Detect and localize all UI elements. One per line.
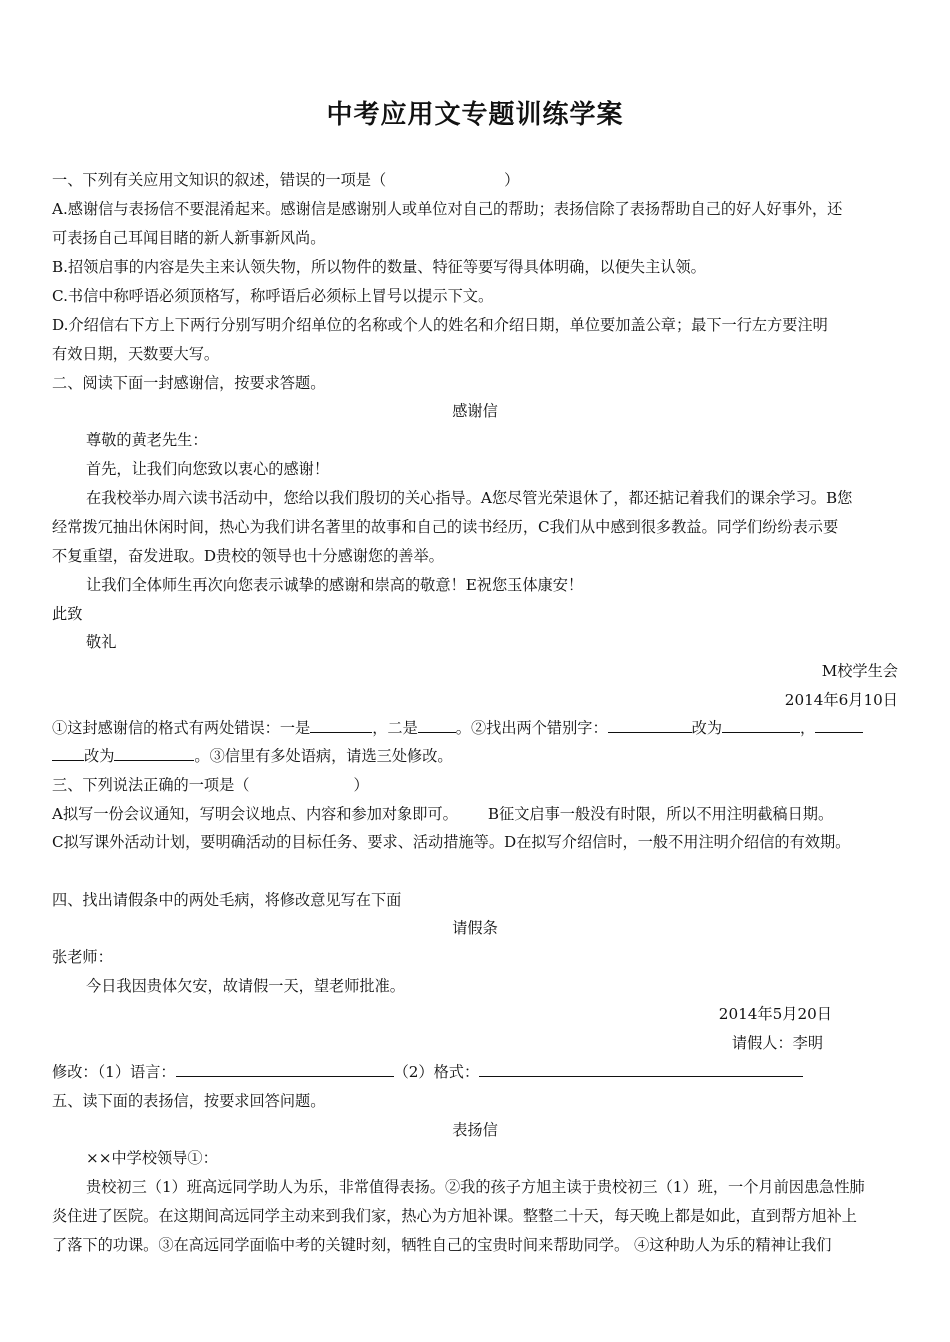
- q2-letter-title: 感谢信: [452, 402, 498, 420]
- q4-body: 今日我因贵体欠安，故请假一天，望老师批准。: [86, 977, 405, 995]
- q4-date: 2014年5月20日: [718, 1005, 832, 1023]
- q2-task-text: ，: [800, 719, 816, 737]
- q1-option-a-line1: A.感谢信与表扬信不要混淆起来。感谢信是感谢别人或单位对自己的帮助；表扬信除了表扬帮助自己的好人好事外，还: [52, 200, 843, 218]
- q2-closing-2: 敬礼: [86, 633, 117, 651]
- q1-stem-text: 一、下列有关应用文知识的叙述，错误的一项是（: [52, 171, 387, 189]
- q3-stem-text: 三、下列说法正确的一项是（: [52, 776, 250, 794]
- q2-task-text: ，二是: [372, 719, 418, 737]
- q3-stem-close: ）: [353, 776, 369, 794]
- q4-format-label: （2）格式：: [393, 1063, 480, 1081]
- q2-closing-1: 此致: [52, 605, 83, 623]
- q5-letter-title: 表扬信: [452, 1121, 498, 1139]
- q2-task-text: 。②找出两个错别字：: [455, 719, 608, 737]
- q5-paragraph-line2: 炎住进了医院。在这期间高远同学主动来到我们家，热心为方旭补课。整整二十天，每天晚上都是如此，直到帮方旭补上: [52, 1207, 857, 1225]
- format-fix-blank[interactable]: [479, 1062, 803, 1077]
- q1-option-a-line2: 可表扬自己耳闻目睹的新人新事新风尚。: [52, 229, 326, 247]
- q2-stem: 二、阅读下面一封感谢信，按要求答题。: [52, 374, 326, 392]
- language-fix-blank[interactable]: [176, 1062, 394, 1077]
- q2-paragraph-3: 让我们全体师生再次向您表示诚挚的感谢和崇高的敬意！E祝您玉体康安！: [86, 576, 584, 594]
- q2-task-text: ①这封感谢信的格式有两处错误：一是: [52, 719, 311, 737]
- q1-option-d-line2: 有效日期，天数要大写。: [52, 345, 220, 363]
- fill-blank[interactable]: [815, 718, 863, 733]
- q2-task-text: 改为: [84, 747, 115, 765]
- page-title: 中考应用文专题训练学案: [326, 100, 624, 130]
- q5-paragraph-line1: 贵校初三（1）班高远同学助人为乐，非常值得表扬。②我的孩子方旭主读于贵校初三（1）班，一个月前因患急性肺: [86, 1178, 865, 1196]
- q1-option-d-line1: D.介绍信右下方上下两行分别写明介绍单位的名称或个人的姓名和介绍日期，单位要加盖公章；最下一行左方要注明: [52, 316, 828, 334]
- q5-stem: 五、读下面的表扬信，按要求回答问题。: [52, 1092, 326, 1110]
- q2-task-line1: [52, 718, 902, 738]
- q5-paragraph-line3: 了落下的功课。③在高远同学面临中考的关键时刻，牺牲自己的宝贵时间来帮助同学。 ④这种助人为乐的精神让我们: [52, 1236, 832, 1254]
- q2-paragraph-1: 首先，让我们向您致以衷心的感谢！: [86, 460, 329, 478]
- q4-fix-line: [52, 1062, 902, 1082]
- q2-task-text: 改为: [691, 719, 722, 737]
- q1-stem: [52, 170, 902, 190]
- q2-paragraph-2-line1: 在我校举办周六读书活动中，您给以我们殷切的关心指导。A您尽管光荣退休了，都还掂记着我们的课余学习。B您: [86, 489, 853, 507]
- q3-option-b: B征文启事一般没有时限，所以不用注明截稿日期。: [487, 805, 834, 823]
- q1-option-c: C.书信中称呼语必须顶格写，称呼语后必须标上冒号以提示下文。: [52, 287, 494, 305]
- q3-options-cd: C拟写课外活动计划，要明确活动的目标任务、要求、活动措施等。D在拟写介绍信时，一般不用注明介绍信的有效期。: [52, 833, 851, 851]
- q4-signer: 请假人：李明: [731, 1034, 823, 1052]
- q4-stem: 四、找出请假条中的两处毛病，将修改意见写在下面: [52, 891, 402, 909]
- fill-blank[interactable]: [418, 718, 456, 733]
- q3-option-a: A拟写一份会议通知，写明会议地点、内容和参加对象即可。: [52, 805, 458, 823]
- q2-paragraph-2-line2: 经常拨冗抽出休闲时间，热心为我们讲名著里的故事和自己的读书经历，C我们从中感到很多教益。同学们纷纷表示要: [52, 518, 839, 536]
- q4-fix-label: 修改：（1）语言：: [52, 1063, 176, 1081]
- q4-note-title: 请假条: [452, 919, 498, 937]
- fill-blank[interactable]: [310, 718, 372, 733]
- q1-stem-close: ）: [504, 171, 520, 189]
- fill-blank[interactable]: [608, 718, 692, 733]
- q5-salutation: ××中学校领导①：: [86, 1149, 218, 1167]
- q3-options-ab: [52, 804, 902, 824]
- q3-stem: [52, 775, 902, 795]
- q2-paragraph-2-line3: 不复重望，奋发进取。D贵校的领导也十分感谢您的善举。: [52, 547, 444, 565]
- q2-signer: M校学生会: [821, 662, 898, 680]
- fill-blank[interactable]: [722, 718, 800, 733]
- q4-salutation: 张老师：: [52, 948, 113, 966]
- q2-task-text: 。③信里有多处语病，请选三处修改。: [194, 747, 453, 765]
- q2-salutation: 尊敬的黄老先生：: [86, 431, 208, 449]
- fill-blank[interactable]: [52, 746, 84, 761]
- q1-option-b: B.招领启事的内容是失主来认领失物，所以物件的数量、特征等要写得具体明确，以便失主认领。: [52, 258, 706, 276]
- fill-blank[interactable]: [114, 746, 194, 761]
- q2-task-line2: [52, 746, 902, 766]
- q2-date: 2014年6月10日: [784, 691, 898, 709]
